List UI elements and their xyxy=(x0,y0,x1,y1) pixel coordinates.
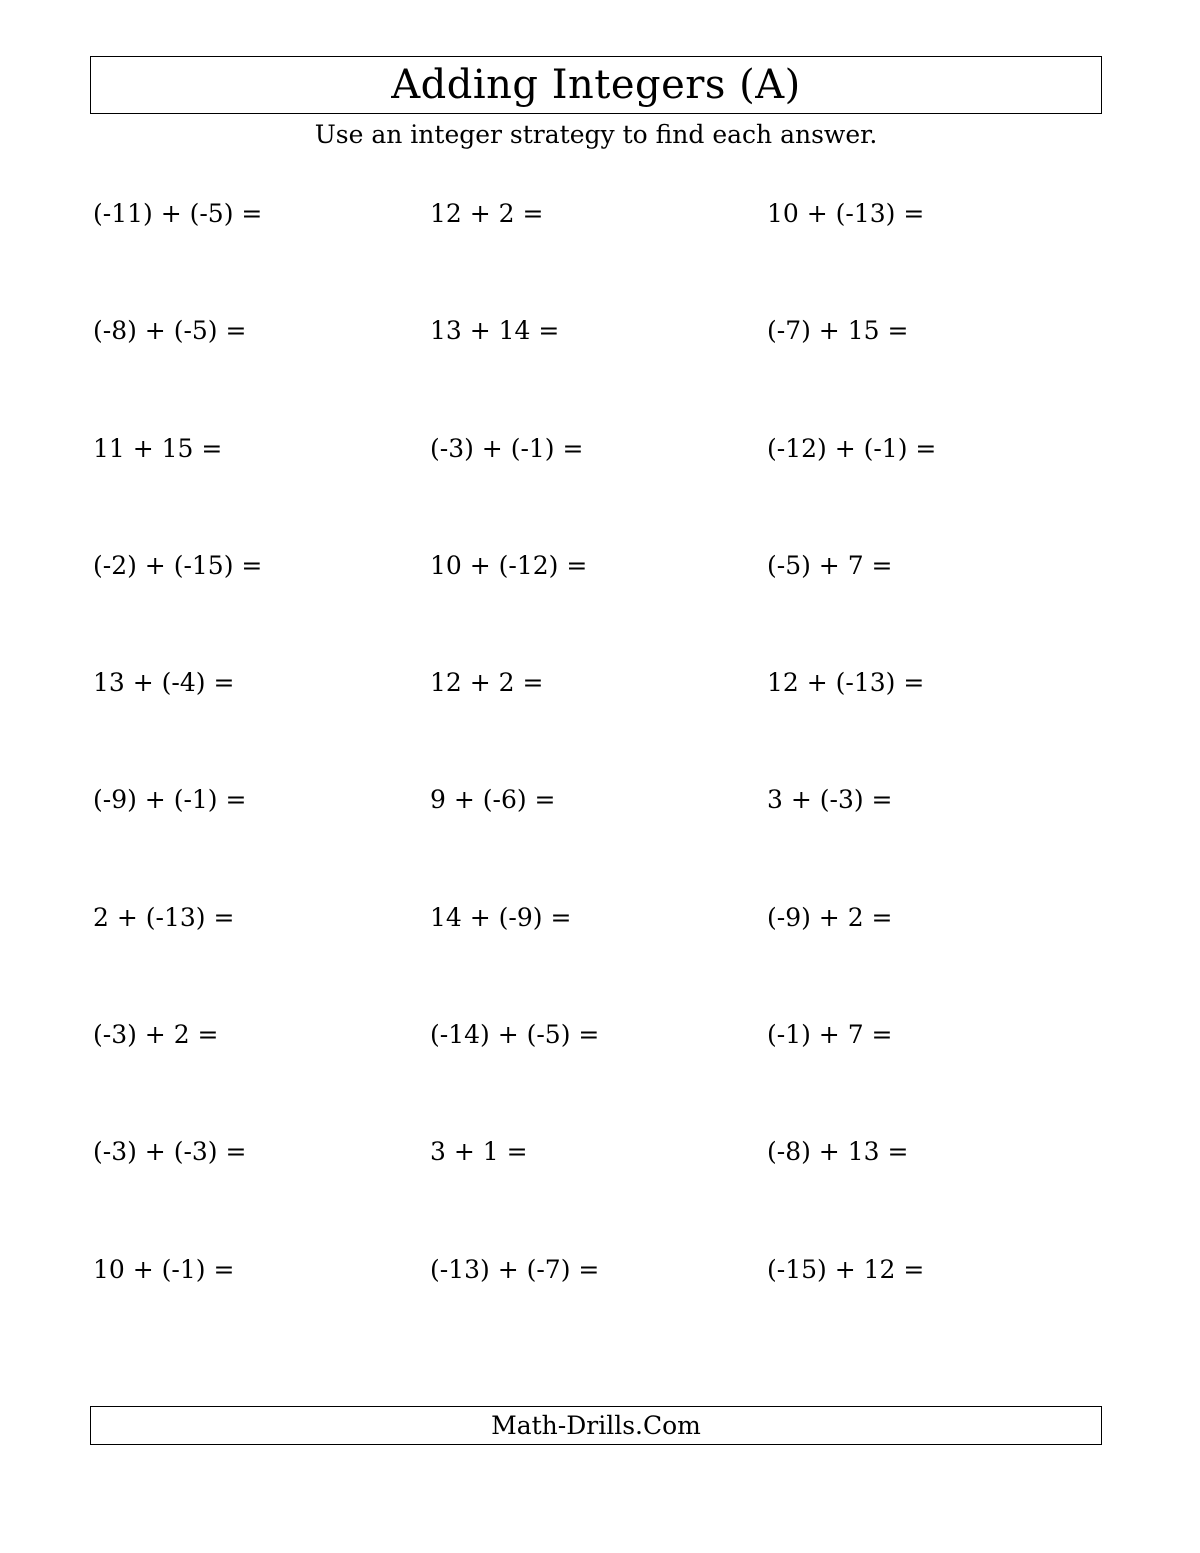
problem-10: (-2) + (-15) = xyxy=(93,550,263,580)
problem-6: (-7) + 15 = xyxy=(767,316,909,346)
problem-28: 10 + (-1) = xyxy=(93,1254,235,1284)
problem-grid xyxy=(93,195,1103,1368)
problem-22: (-3) + 2 = xyxy=(93,1020,219,1050)
problem-1: (-11) + (-5) = xyxy=(93,199,263,228)
problem-11: 10 + (-12) = xyxy=(430,550,588,580)
problem-30: (-15) + 12 = xyxy=(767,1254,925,1284)
problem-19: 2 + (-13) = xyxy=(93,902,235,932)
problem-20: 14 + (-9) = xyxy=(430,902,572,932)
problem-2: 12 + 2 = xyxy=(430,199,544,228)
problem-26: 3 + 1 = xyxy=(430,1137,528,1167)
worksheet-instructions: Use an integer strategy to find each answer. xyxy=(314,120,878,149)
problem-15: 12 + (-13) = xyxy=(767,668,925,698)
problem-18: 3 + (-3) = xyxy=(767,785,893,815)
problem-23: (-14) + (-5) = xyxy=(430,1020,600,1050)
problem-25: (-3) + (-3) = xyxy=(93,1137,247,1167)
problem-7: 11 + 15 = xyxy=(93,433,223,463)
problem-13: 13 + (-4) = xyxy=(93,668,235,698)
problem-3: 10 + (-13) = xyxy=(767,199,925,228)
problem-14: 12 + 2 = xyxy=(430,668,544,698)
problem-29: (-13) + (-7) = xyxy=(430,1254,600,1284)
problem-5: 13 + 14 = xyxy=(430,316,560,346)
problem-12: (-5) + 7 = xyxy=(767,550,893,580)
problem-17: 9 + (-6) = xyxy=(430,785,556,815)
footer-text: Math-Drills.Com xyxy=(491,1411,701,1440)
worksheet-title: Adding Integers (A) xyxy=(391,62,801,108)
problem-16: (-9) + (-1) = xyxy=(93,785,247,815)
footer-box xyxy=(90,1406,1102,1445)
problem-8: (-3) + (-1) = xyxy=(430,433,584,463)
problem-21: (-9) + 2 = xyxy=(767,902,893,932)
problem-9: (-12) + (-1) = xyxy=(767,433,937,463)
title-box xyxy=(90,56,1102,114)
problem-24: (-1) + 7 = xyxy=(767,1020,893,1050)
problem-27: (-8) + 13 = xyxy=(767,1137,909,1167)
problem-4: (-8) + (-5) = xyxy=(93,316,247,346)
